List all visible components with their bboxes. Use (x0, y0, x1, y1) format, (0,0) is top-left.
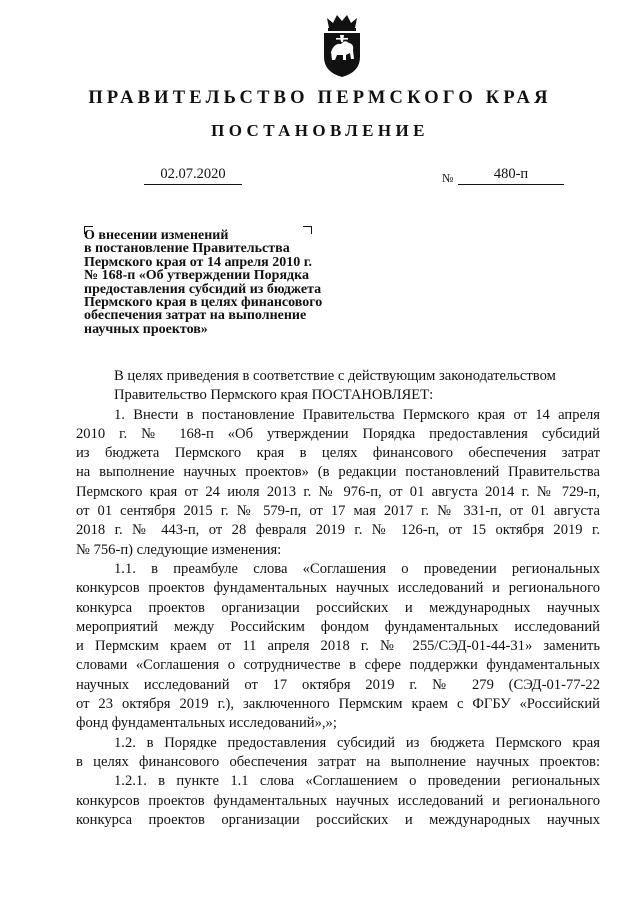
title-line: Пермского края от 14 апреля 2010 г. (84, 254, 313, 270)
document-date: 02.07.2020 (144, 164, 242, 185)
title-line: О внесении изменений (84, 228, 229, 243)
body-line: конкурсов проектов фундаментальных научных исследований и регионального (76, 580, 600, 597)
title-line: научных проектов» (84, 321, 208, 337)
body-line: конкурсов проектов фундаментальных научных исследований и регионального (76, 792, 600, 809)
body-line: 1. Внести в постановление Правительства Пермского края от 14 апреля (114, 406, 600, 423)
body-line: от 23 октября 2019 г.), заключенного Пермским краем с ФГБУ «Российский (76, 696, 600, 713)
body-line: 2018 г. № 443-п, от 28 февраля 2019 г. № 126-п, от 15 октября 2019 г. (76, 522, 600, 539)
body-line: мероприятий между Российским фондом фундаментальных исследований (76, 618, 600, 635)
document-number: 480-п (458, 164, 564, 185)
body-line: фонд фундаментальных исследований»,»; (76, 715, 337, 732)
body-line: 2010 г. № 168-п «Об утверждении Порядка предоставления субсидий (76, 425, 600, 442)
body-line: Пермского края от 24 июля 2013 г. № 976-п, от 01 августа 2014 г. № 729-п, (76, 483, 600, 500)
body-line: 1.2. в Порядке предоставления субсидий из бюджета Пермского края (114, 734, 600, 751)
title-line: в постановление Правительства (84, 241, 290, 257)
body-line: в целях финансового обеспечения затрат на выполнение научных проектов: (76, 753, 600, 770)
document-body (76, 367, 600, 830)
government-name: ПРАВИТЕЛЬСТВО ПЕРМСКОГО КРАЯ (88, 88, 552, 108)
body-line: из бюджета Пермского края в целях финансового обеспечения затрат (76, 445, 600, 462)
document-title (84, 229, 334, 336)
number-sign: № (442, 171, 454, 185)
body-line: конкурса проектов организации российских и международных научных (76, 811, 600, 828)
body-line: № 756-п) следующие изменения: (76, 541, 282, 558)
body-line: 1.1. в преамбуле слова «Соглашения о проведении региональных (114, 560, 600, 577)
document-type: ПОСТАНОВЛЕНИЕ (211, 121, 429, 140)
body-line: от 01 сентября 2015 г. № 579-п, от 17 мая 2017 г. № 331-п, от 01 августа (76, 503, 600, 520)
body-line: В целях приведения в соответствие с действующим законодательством (114, 368, 556, 384)
title-line: Пермского края в целях финансового (84, 295, 323, 311)
title-line: предоставления субсидий из бюджета (84, 281, 322, 297)
body-line: конкурса проектов организации российских и международных научных (76, 599, 600, 616)
body-line: 1.2.1. в пункте 1.1 слова «Соглашением о проведении региональных (114, 773, 600, 790)
body-line: словами «Соглашения о сотрудничестве в сфере поддержки фундаментальных (76, 657, 600, 674)
title-line: обеспечения затрат на выполнение (84, 308, 307, 324)
title-line: № 168-п «Об утверждении Порядка (84, 268, 309, 284)
body-line: Правительство Пермского края ПОСТАНОВЛЯЕТ: (114, 387, 434, 404)
body-line: и Пермским краем от 11 апреля 2018 г. № 255/СЭД-01-44-31» заменить (76, 638, 600, 655)
body-line: научных исследований от 17 октября 2019 г. № 279 (СЭД-01-77-22 (76, 676, 600, 693)
body-line: на выполнение научных проектов» (в редакции постановлений Правительства (76, 464, 600, 481)
perm-krai-coat-of-arms-icon (321, 12, 363, 78)
